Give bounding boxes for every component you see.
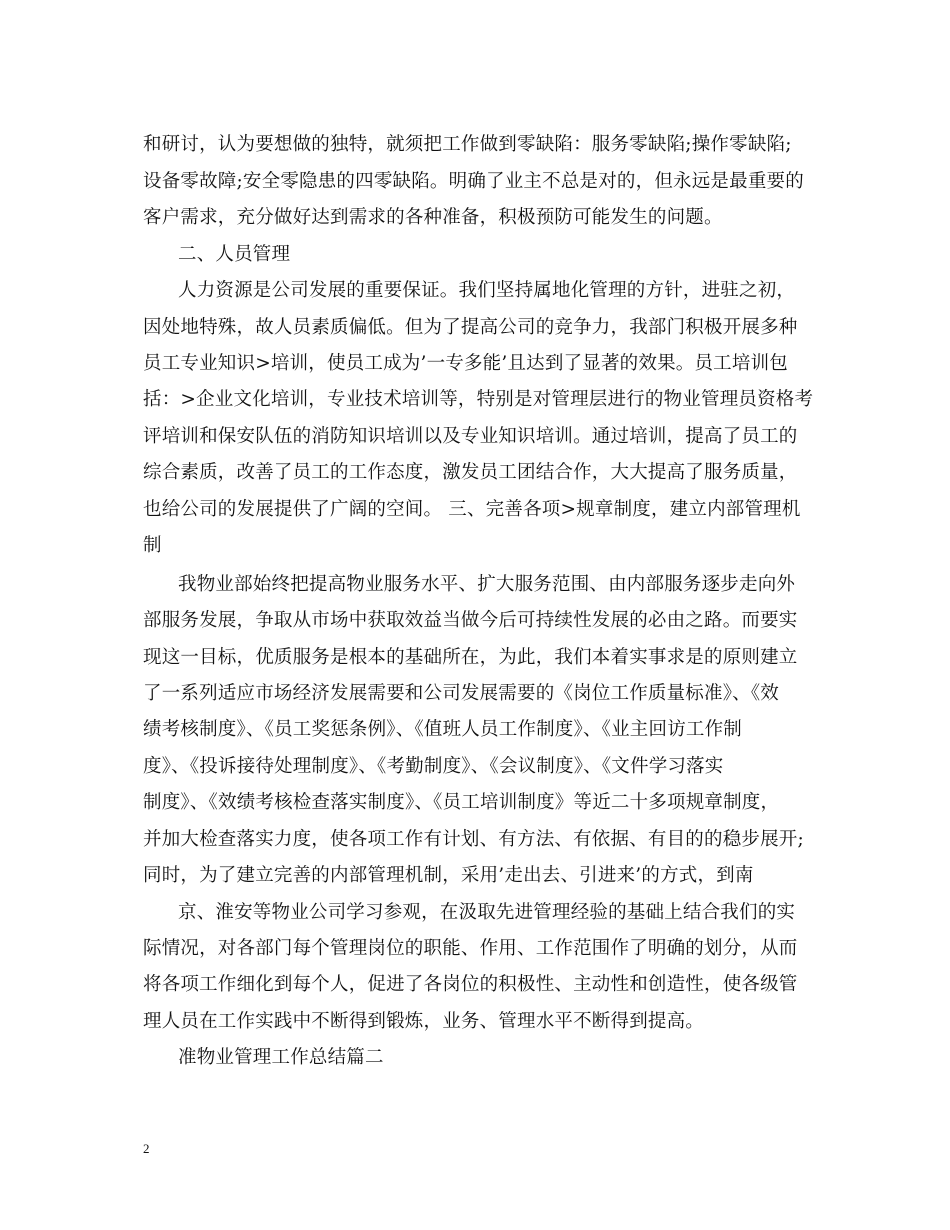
body-text-line: 际情况，对各部门每个管理岗位的职能、作用、工作范围作了明确的划分，从而 bbox=[143, 938, 798, 959]
body-text-line: 因处地特殊，故人员素质偏低。但为了提高公司的竞争力，我部门积极开展多种 bbox=[143, 317, 798, 338]
body-text-line: 和研讨，认为要想做的独特，就须把工作做到零缺陷：服务零缺陷;操作零缺陷; bbox=[143, 134, 792, 155]
page-number: 2 bbox=[143, 1141, 150, 1156]
body-text-line: 了一系列适应市场经济发展需要和公司发展需要的《岗位工作质量标准》、《效 bbox=[143, 683, 780, 704]
body-text-line: 并加大检查落实力度，使各项工作有计划、有方法、有依据、有目的的稳步展开; bbox=[143, 829, 804, 850]
body-text-line: 理人员在工作实践中不断得到锻炼，业务、管理水平不断得到提高。 bbox=[143, 1011, 705, 1032]
body-text-line: 京、淮安等物业公司学习参观，在汲取先进管理经验的基础上结合我们的实 bbox=[178, 902, 796, 923]
body-text-line: 制 bbox=[143, 535, 162, 556]
body-text-line: 同时，为了建立完善的内部管理机制，采用’走出去、引进来’的方式，到南 bbox=[143, 865, 754, 886]
body-text-line: 我物业部始终把提高物业服务水平、扩大服务范围、由内部服务逐步走向外 bbox=[178, 574, 796, 595]
body-text-line: 客户需求，充分做好达到需求的各种准备，积极预防可能发生的问题。 bbox=[143, 207, 723, 228]
body-text-line: 员工专业知识>培训，使员工成为’一专多能’且达到了显著的效果。员工培训包 bbox=[143, 353, 788, 374]
body-text-line: 人力资源是公司发展的重要保证。我们坚持属地化管理的方针，进驻之初， bbox=[178, 280, 796, 301]
body-text-line: 现这一目标，优质服务是根本的基础所在，为此，我们本着实事求是的原则建立 bbox=[143, 647, 798, 668]
body-text-line: 评培训和保安队伍的消防知识培训以及专业知识培训。通过培训，提高了员工的 bbox=[143, 426, 798, 447]
body-text-line: 也给公司的发展提供了广阔的空间。 三、完善各项>规章制度，建立内部管理机 bbox=[143, 499, 801, 520]
body-text-line: 综合素质，改善了员工的工作态度，激发员工团结合作，大大提高了服务质量， bbox=[143, 462, 798, 483]
section-heading: 二、人员管理 bbox=[178, 244, 291, 265]
section-heading: 准物业管理工作总结篇二 bbox=[178, 1047, 384, 1068]
body-text-line: 括：>企业文化培训，专业技术培训等，特别是对管理层进行的物业管理员资格考 bbox=[143, 389, 814, 410]
body-text-line: 制度》、《效绩考核检查落实制度》、《员工培训制度》等近二十多项规章制度， bbox=[143, 792, 780, 813]
body-text-line: 将各项工作细化到每个人，促进了各岗位的积极性、主动性和创造性，使各级管 bbox=[143, 974, 798, 995]
body-text-line: 设备零故障;安全零隐患的四零缺陷。明确了业主不总是对的，但永远是最重要的 bbox=[143, 171, 804, 192]
body-text-line: 部服务发展，争取从市场中获取效益当做今后可持续性发展的必由之路。而要实 bbox=[143, 610, 798, 631]
body-text-line: 度》、《投诉接待处理制度》、《考勤制度》、《会议制度》、《文件学习落实 bbox=[143, 756, 724, 777]
body-text-line: 绩考核制度》、《员工奖惩条例》、《值班人员工作制度》、《业主回访工作制 bbox=[143, 719, 743, 740]
